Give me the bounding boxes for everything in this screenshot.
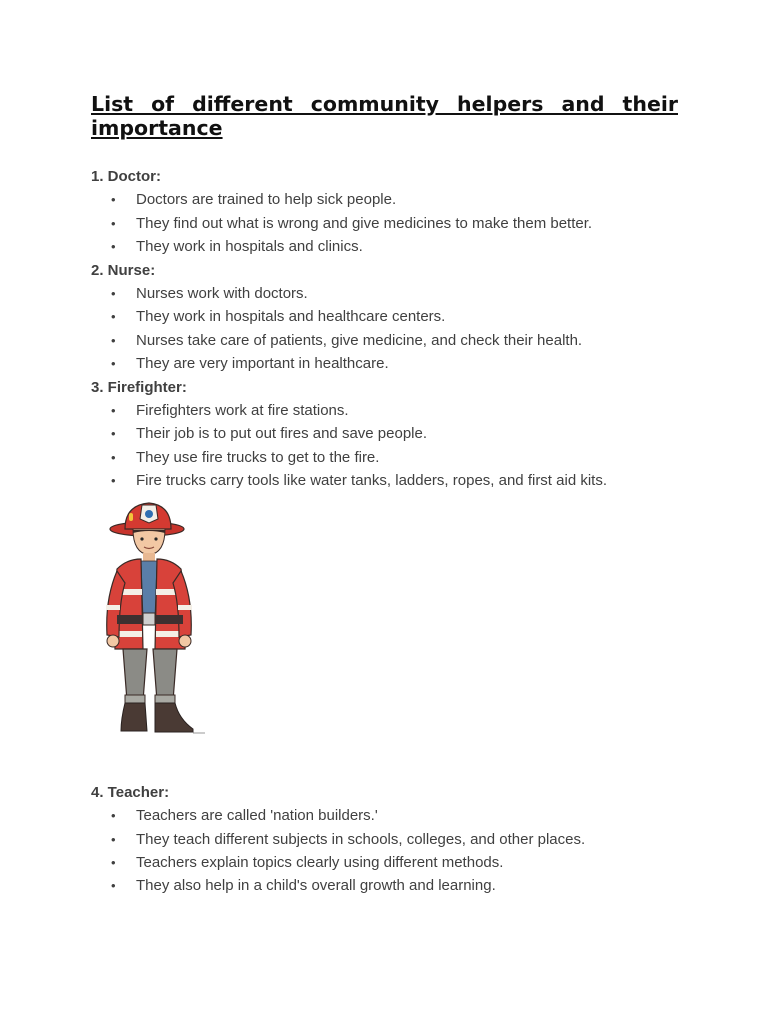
section-heading: 4. Teacher: bbox=[91, 783, 170, 801]
list-item-text: Fire trucks carry tools like water tanks, ladders, ropes, and first aid kits. bbox=[136, 472, 607, 490]
bullet-list bbox=[91, 804, 678, 898]
bullet-list bbox=[91, 282, 678, 376]
bullet-icon: • bbox=[111, 426, 116, 442]
list-item-text: They work in hospitals and clinics. bbox=[136, 238, 363, 256]
section-heading: 1. Doctor: bbox=[91, 168, 162, 185]
list-item-text: They are very important in healthcare. bbox=[136, 355, 389, 373]
list-item bbox=[91, 305, 678, 328]
firefighter-illustration bbox=[97, 499, 217, 739]
sections bbox=[91, 165, 678, 898]
bullet-icon: • bbox=[111, 215, 116, 231]
list-item bbox=[91, 851, 678, 874]
bullet-icon: • bbox=[111, 356, 116, 372]
list-item-text: Teachers are called 'nation builders.' bbox=[136, 807, 378, 825]
list-item bbox=[91, 188, 678, 211]
bullet-icon: • bbox=[111, 192, 116, 208]
bullet-icon: • bbox=[111, 831, 116, 847]
list-item-text: Their job is to put out fires and save people. bbox=[136, 425, 428, 443]
list-item-text: Teachers explain topics clearly using different methods. bbox=[136, 853, 504, 871]
section-nurse bbox=[91, 259, 678, 376]
section-heading: 3. Firefighter: bbox=[91, 378, 187, 396]
list-item-text: Firefighters work at fire stations. bbox=[136, 402, 349, 420]
bullet-icon: • bbox=[111, 449, 116, 465]
bullet-icon: • bbox=[111, 878, 116, 894]
list-item bbox=[91, 399, 678, 422]
bullet-icon: • bbox=[111, 854, 116, 870]
list-item bbox=[91, 422, 678, 445]
bullet-icon: • bbox=[111, 239, 116, 255]
list-item bbox=[91, 329, 678, 352]
list-item bbox=[91, 282, 678, 305]
list-item-text: Nurses take care of patients, give medicine, and check their health. bbox=[136, 331, 583, 349]
bullet-icon: • bbox=[111, 808, 116, 824]
firefighter-icon bbox=[97, 499, 207, 735]
section-teacher bbox=[91, 781, 678, 898]
bullet-icon: • bbox=[111, 309, 116, 325]
list-item bbox=[91, 212, 678, 235]
list-item-text: Doctors are trained to help sick people. bbox=[136, 191, 397, 209]
spacer bbox=[91, 739, 678, 781]
list-item bbox=[91, 804, 678, 827]
list-item-text: They work in hospitals and healthcare centers. bbox=[136, 308, 446, 326]
bullet-list bbox=[91, 399, 678, 493]
list-item-text: Nurses work with doctors. bbox=[136, 285, 308, 303]
list-item bbox=[91, 828, 678, 851]
list-item-text: They find out what is wrong and give medicines to make them better. bbox=[136, 214, 593, 232]
list-item bbox=[91, 874, 678, 897]
list-item-text: They also help in a child's overall growth and learning. bbox=[136, 877, 496, 895]
section-doctor bbox=[91, 165, 678, 259]
bullet-icon: • bbox=[111, 403, 116, 419]
section-heading: 2. Nurse: bbox=[91, 261, 156, 279]
list-item bbox=[91, 446, 678, 469]
list-item bbox=[91, 352, 678, 375]
bullet-icon: • bbox=[111, 473, 116, 489]
page-title: List of different community helpers and their importance bbox=[91, 92, 678, 140]
list-item-text: They teach different subjects in schools, colleges, and other places. bbox=[136, 830, 586, 848]
list-item-text: They use fire trucks to get to the fire. bbox=[136, 448, 380, 466]
bullet-icon: • bbox=[111, 286, 116, 302]
bullet-list bbox=[91, 188, 678, 258]
section-firefighter bbox=[91, 376, 678, 781]
list-item bbox=[91, 235, 678, 258]
list-item bbox=[91, 469, 678, 492]
bullet-icon: • bbox=[111, 332, 116, 348]
document-page bbox=[91, 92, 678, 898]
